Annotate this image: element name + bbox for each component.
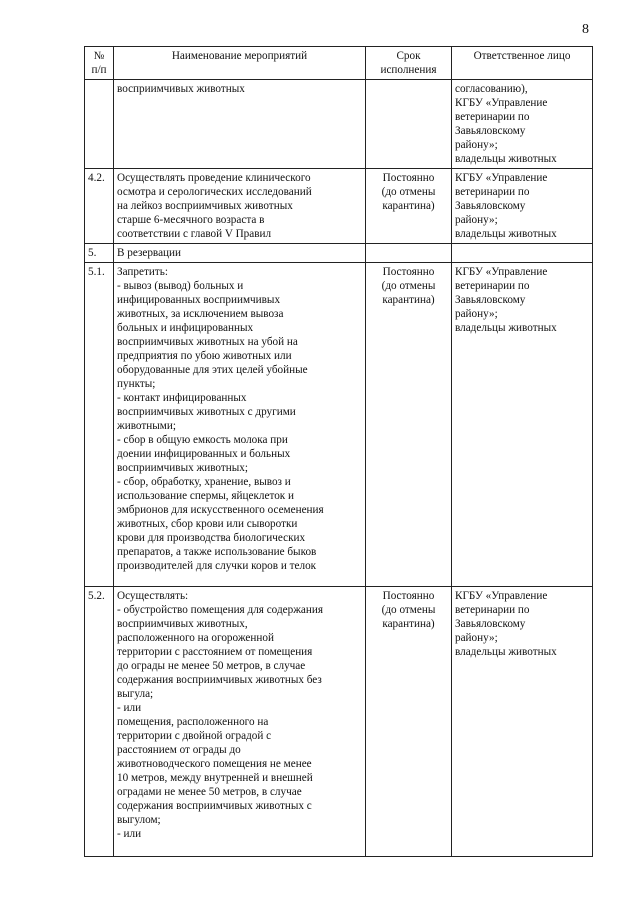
deadline-line: Постоянно [382, 590, 435, 602]
row-number: 4.2. [85, 169, 114, 244]
deadline-line: Постоянно [382, 266, 435, 278]
measure-line: оборудованные для этих целей убойные [117, 364, 308, 376]
responsible-line: КГБУ «Управление [455, 172, 548, 184]
header-responsible: Ответственное лицо [452, 47, 593, 80]
measures-table [84, 46, 593, 857]
deadline-cell [366, 169, 452, 244]
row-number: 5. [85, 244, 114, 263]
measure-line: 10 метров, между внутренней и внешней [117, 772, 313, 784]
header-deadline: Срок исполнения [366, 47, 452, 80]
measure-line: содержания восприимчивых животных без [117, 674, 322, 686]
responsible-line: КГБУ «Управление [455, 590, 548, 602]
measure-line: старше 6-месячного возраста в [117, 214, 265, 226]
measure-line: на лейкоз восприимчивых животных [117, 200, 293, 212]
measure-text [114, 587, 366, 857]
measure-line: осмотра и серологических исследований [117, 186, 312, 198]
measure-line: использование спермы, яйцеклеток и [117, 490, 295, 502]
deadline-line: (до отмены [381, 604, 436, 616]
measure-text [114, 169, 366, 244]
deadline-cell [366, 244, 452, 263]
table-row [85, 587, 593, 857]
table-row [85, 244, 593, 263]
row-number: 5.2. [85, 587, 114, 857]
measure-line: восприимчивых животных с другими [117, 406, 296, 418]
responsible-line: владельцы животных [455, 646, 557, 658]
responsible-line: Завьяловскому [455, 125, 526, 137]
measure-line: инфицированных восприимчивых [117, 294, 281, 306]
measure-line: препаратов, а также использование быков [117, 546, 317, 558]
responsible-line: ветеринарии по [455, 111, 530, 123]
measure-line: эмбрионов для искусственного осеменения [117, 504, 324, 516]
responsible-line: согласованию), [455, 83, 528, 95]
measure-line: территории с двойной оградой с [117, 730, 272, 742]
header-num: № п/п [85, 47, 114, 80]
responsible-cell [452, 169, 593, 244]
measure-line: соответствии с главой V Правил [117, 228, 272, 240]
header-name: Наименование мероприятий [114, 47, 366, 80]
measure-line: животными; [117, 420, 176, 432]
responsible-line: ветеринарии по [455, 280, 530, 292]
measure-line: - или [117, 702, 142, 714]
responsible-line: КГБУ «Управление [455, 97, 548, 109]
deadline-line: карантина) [382, 200, 435, 212]
measure-line: восприимчивых животных; [117, 462, 248, 474]
measure-line: В резервации [117, 247, 181, 259]
deadline-line: (до отмены [381, 280, 436, 292]
responsible-line: владельцы животных [455, 322, 557, 334]
measure-line: - контакт инфицированных [117, 392, 247, 404]
measure-line: животноводческого помещения не менее [117, 758, 312, 770]
measure-line: - сбор, обработку, хранение, вывоз и [117, 476, 291, 488]
measure-line: расположенного на огороженной [117, 632, 274, 644]
deadline-line: (до отмены [381, 186, 436, 198]
responsible-line: владельцы животных [455, 228, 557, 240]
responsible-line: району»; [455, 632, 498, 644]
table-row [85, 263, 593, 587]
deadline-cell [366, 80, 452, 169]
deadline-cell [366, 587, 452, 857]
measure-line: восприимчивых животных на убой на [117, 336, 298, 348]
responsible-cell [452, 587, 593, 857]
measure-line: крови для производства биологических [117, 532, 306, 544]
responsible-cell [452, 263, 593, 587]
responsible-line: району»; [455, 214, 498, 226]
measure-line: оградами не менее 50 метров, в случае [117, 786, 302, 798]
measure-line: Осуществлять проведение клинического [117, 172, 311, 184]
measure-text [114, 80, 366, 169]
responsible-line: району»; [455, 308, 498, 320]
measure-line: - вывоз (вывод) больных и [117, 280, 244, 292]
measure-line: восприимчивых животных, [117, 618, 248, 630]
measure-line: восприимчивых животных [117, 83, 245, 95]
measure-line: животных, за исключением вывоза [117, 308, 284, 320]
deadline-line: Постоянно [382, 172, 435, 184]
measure-line: - сбор в общую емкость молока при [117, 434, 288, 446]
measure-line: содержания восприимчивых животных с [117, 800, 312, 812]
measure-line: животных, сбор крови или сыворотки [117, 518, 298, 530]
responsible-line: Завьяловскому [455, 200, 526, 212]
measure-line: Запретить: [117, 266, 168, 278]
table-row [85, 80, 593, 169]
measure-line: больных и инфицированных [117, 322, 254, 334]
responsible-line: Завьяловскому [455, 618, 526, 630]
measure-line: территории с расстоянием от помещения [117, 646, 313, 658]
measure-line: помещения, расположенного на [117, 716, 269, 728]
responsible-line: району»; [455, 139, 498, 151]
row-number [85, 80, 114, 169]
table-body [85, 80, 593, 857]
responsible-line: владельцы животных [455, 153, 557, 165]
responsible-line: КГБУ «Управление [455, 266, 548, 278]
page-number: 8 [582, 22, 589, 37]
measure-text [114, 263, 366, 587]
measure-line: производителей для случки коров и телок [117, 560, 317, 572]
row-number: 5.1. [85, 263, 114, 587]
responsible-cell [452, 244, 593, 263]
measure-line: выгула; [117, 688, 154, 700]
responsible-line: Завьяловскому [455, 294, 526, 306]
measure-line: - или [117, 828, 142, 840]
measure-line: до ограды не менее 50 метров, в случае [117, 660, 306, 672]
deadline-line: карантина) [382, 294, 435, 306]
measure-line: расстоянием от ограды до [117, 744, 241, 756]
deadline-line: карантина) [382, 618, 435, 630]
table-row [85, 169, 593, 244]
measure-line: предприятия по убою животных или [117, 350, 292, 362]
responsible-line: ветеринарии по [455, 604, 530, 616]
table-header-row [85, 47, 593, 80]
measure-line: выгулом; [117, 814, 161, 826]
deadline-cell [366, 263, 452, 587]
measure-text [114, 244, 366, 263]
measure-line: доении инфицированных и больных [117, 448, 291, 460]
responsible-line: ветеринарии по [455, 186, 530, 198]
responsible-cell [452, 80, 593, 169]
measure-line: - обустройство помещения для содержания [117, 604, 324, 616]
measure-line: пункты; [117, 378, 156, 390]
measure-line: Осуществлять: [117, 590, 189, 602]
